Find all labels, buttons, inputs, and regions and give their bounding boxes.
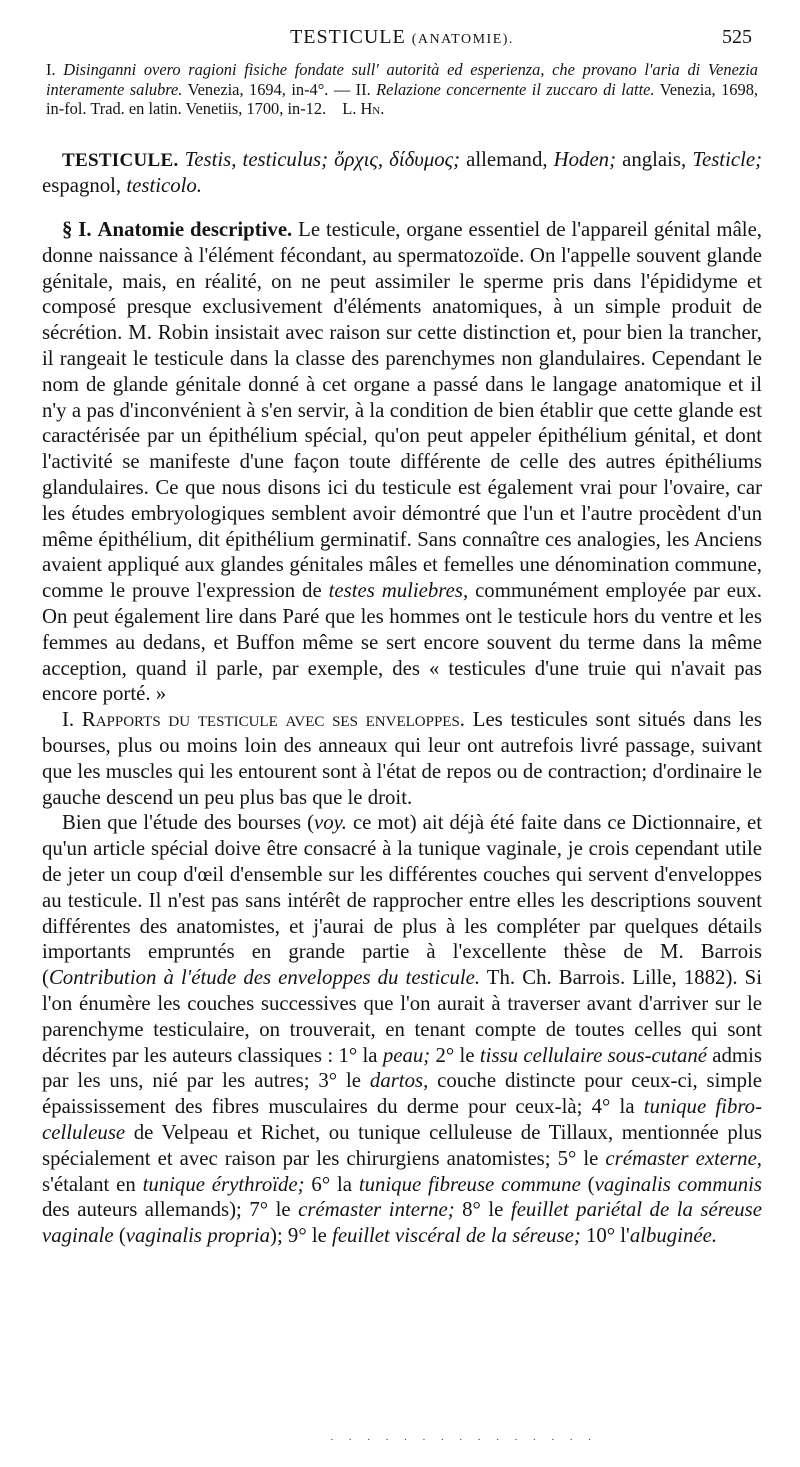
layer-cremaster-externe: crémaster externe,: [605, 1146, 763, 1170]
running-header: [42, 26, 762, 56]
running-title: TESTICULE: [290, 26, 406, 48]
layer-feuillet-visceral: feuillet viscéral de la séreuse;: [332, 1224, 581, 1248]
english-equivalent: Testicle;: [692, 147, 763, 171]
section-text-italic: testes muliebres,: [328, 579, 469, 603]
para3-text-8: s'étalant en: [42, 1172, 136, 1196]
para3-text-14: ); 9° le: [270, 1224, 327, 1248]
greek-equivalent: ὄρχις, δίδυμος;: [334, 147, 461, 171]
para3-voy: voy.: [314, 811, 347, 835]
page-number: 525: [722, 26, 752, 48]
bib-item1-place: Venezia, 1694, in-4°. — II.: [187, 79, 371, 99]
running-subtitle: (ANATOMIE).: [411, 32, 514, 47]
section-heading: Anatomie descriptive.: [97, 218, 293, 242]
bibliography-block: [42, 60, 762, 119]
spanish-label: espagnol,: [42, 174, 122, 198]
german-label: allemand,: [466, 147, 548, 171]
headword: TESTICULE.: [62, 149, 179, 171]
rapports-paragraph: [42, 707, 762, 810]
section-anatomie-descriptive: [42, 217, 762, 707]
para3-text-2: ce mot) ait déjà été faite dans ce Dictionnaire, et qu'un article spécial doive être consacré à la tunique vaginale, je crois cependant utile de jeter un coup d'œil d'ensemble sur les différentes couches qui servent d'enveloppes au testicule. Il n'est pas sans intérêt de rapprocher entre elles les descriptions souvent différentes des anatomistes, et j'aurai de plus à les compléter par quelques détails importants empruntés en grande partie à l'excellente thèse de M. Barrois (: [42, 811, 762, 990]
bib-item2-place: Venezia, 1698, in-fol. Trad. en latin. Venetiis, 1700, in-12.: [46, 79, 758, 118]
vaginalis-communis: vaginalis communis: [594, 1172, 763, 1196]
para3-text-5: admis par les uns, nié par les autres; 3° le: [42, 1043, 762, 1093]
bib-item1-number: I.: [46, 60, 56, 79]
para3-text-3: Th. Ch. Barrois. Lille, 1882). Si l'on énumère les couches successives que l'on aurait à traverser avant d'arriver sur le parenchyme testiculaire, on trouverait, en tenant compte de toutes celles qui sont décrites par les auteurs classiques : 1° la: [42, 966, 763, 1067]
layer-albuginee: albuginée.: [629, 1224, 718, 1248]
para3-text-12: 8° le: [462, 1198, 504, 1222]
layer-fibro-celluleuse: tunique fibro-celluleuse: [42, 1095, 762, 1144]
section-text-b: communément employée par eux. On peut également lire dans Paré que les hommes ont le testicule hors du ventre et les femmes au dedans, et Buffon même se sert encore souvent du terme dans la même acception, quand il parle, par exemple, des « testicules d'une truie qui n'avait pas encore porté. »: [42, 579, 762, 706]
para3-text-4: 2° le: [435, 1043, 475, 1067]
spanish-equivalent: testicolo.: [126, 174, 203, 198]
bib-item1-title: Disinganni overo ragioni fisiche fondate sull' autorità ed esperienza, che provano l'aria di Venezia interamente salubre.: [46, 60, 758, 99]
para3-contribution-title: Contribution à l'étude des enveloppes du testicule.: [48, 966, 481, 990]
latin-equivalent: Testis, testiculus;: [184, 147, 329, 171]
layer-tunique-erythroide: tunique érythroïde;: [142, 1172, 305, 1196]
layer-cremaster-interne: crémaster interne;: [298, 1198, 455, 1222]
layer-feuillet-parietal: feuillet pariétal de la séreuse vaginale: [42, 1198, 762, 1248]
para3-text-13: (: [118, 1224, 126, 1248]
author-signature: L. Hn.: [342, 99, 385, 118]
layer-peau: peau;: [382, 1043, 431, 1067]
rapports-text: Les testicules sont situés dans les bourses, plus ou moins loin des anneaux qui leur ont autrefois livré passage, suivant que les muscles qui les entourent sont à l'état de repos ou de contraction; d'ordinaire le gauche descend un peu plus bas que le droit.: [42, 708, 762, 809]
para3-text-10: (: [587, 1172, 595, 1196]
rapports-heading: I. Rapports du testicule avec ses enveloppes.: [62, 708, 466, 732]
english-label: anglais,: [622, 147, 687, 171]
bib-item2-title: Relazione concernente il zuccaro di latte.: [376, 79, 655, 99]
enveloppes-paragraph: [42, 810, 762, 1249]
layer-tunique-fibreuse: tunique fibreuse commune: [358, 1172, 581, 1196]
para3-text-1: Bien que l'étude des bourses (: [62, 811, 315, 835]
german-equivalent: Hoden;: [553, 147, 617, 171]
layer-tissu-cellulaire: tissu cellulaire sous-cutané: [479, 1043, 707, 1067]
section-marker: § I.: [62, 218, 92, 242]
para3-text-7: de Velpeau et Richet, ou tunique celluleuse de Tillaux, mentionnée plus spécialement et avec raison par les chirurgiens anatomistes; 5° le: [42, 1120, 762, 1170]
section-text-a: Le testicule, organe essentiel de l'appareil génital mâle, donne naissance à l'élément fécondant, au spermatozoïde. On l'appelle souvent glande génitale, mais, en réalité, on ne peut assimiler le sperme pris dans l'épididyme et composé presque exclusivement d'éléments anatomiques, à un simple produit de sécrétion. M. Robin insistait avec raison sur cette distinction et, pour bien la trancher, il rangeait le testicule dans la classe des parenchymes non glandulaires. Cependant le nom de glande génitale donné à cet organe a passé dans le langage anatomique et il n'y a pas d'inconvénient à s'en servir, à la condition de bien établir que cette glande est caractérisée par un épithélium spécial, qu'on peut appeler épithélium génital, et dont l'activité se manifeste d'une façon toute différente de celle des autres épithéliums glandulaires. Ce que nous disons ici du testicule est également vrai pour l'ovaire, car les études embryologiques semblent avoir démontré que l'un et l'autre procèdent d'un même épithélium, dit épithélium germinatif. Sans connaître ces analogies, les Anciens avaient appliqué aux glandes génitales mâles et femelles une dénomination commune, comme le prouve l'expression de: [42, 218, 763, 603]
layer-dartos: dartos,: [369, 1069, 429, 1093]
vaginalis-propria: vaginalis propria: [125, 1224, 271, 1248]
bleed-through-marks: · · · · · · · · · · · · · · ·: [330, 1434, 598, 1446]
article-headword-paragraph: [42, 147, 762, 200]
para3-text-15: 10° l': [585, 1224, 630, 1248]
para3-text-9: 6° la: [311, 1172, 352, 1196]
para3-text-6: couche distincte pour ceux-ci, simple épaississement des fibres musculaires du derme pour ceux-là; 4° la: [42, 1069, 763, 1119]
para3-text-11: des auteurs allemands); 7° le: [42, 1198, 291, 1222]
